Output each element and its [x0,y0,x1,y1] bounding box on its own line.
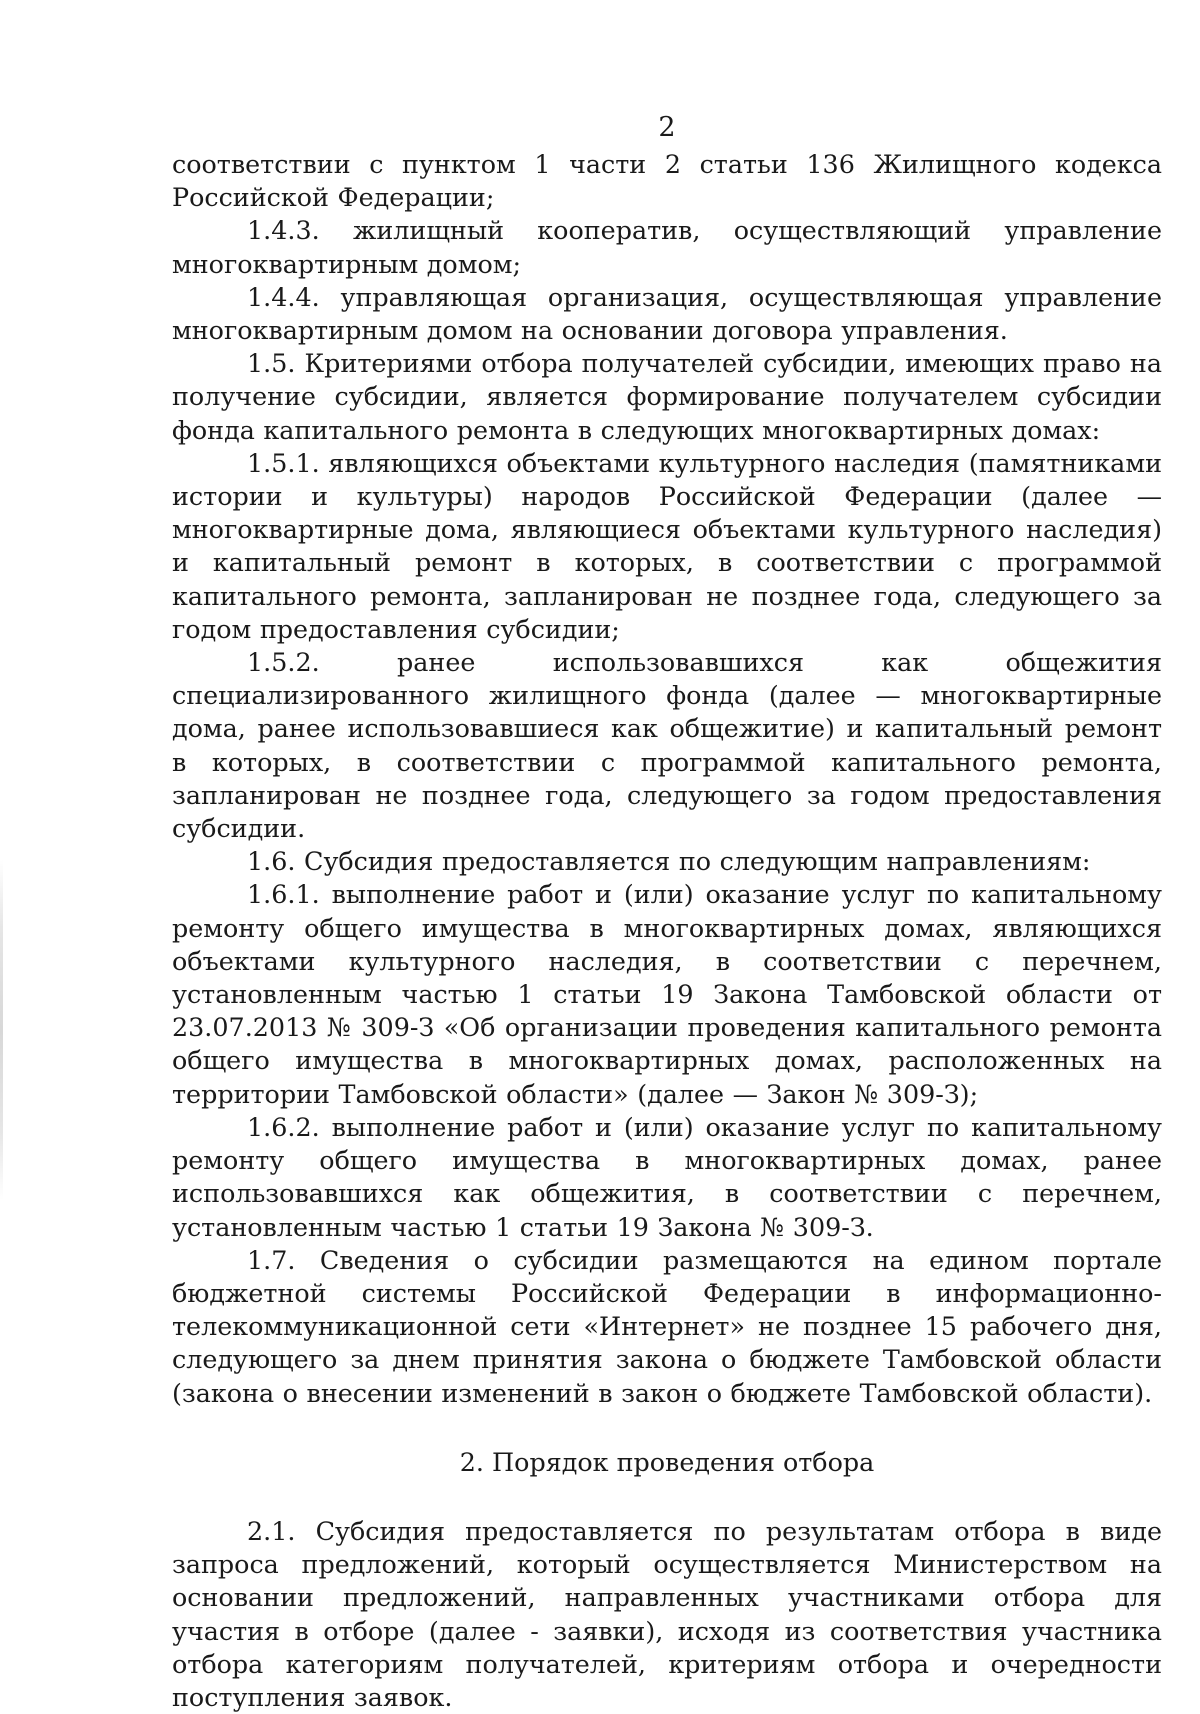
paragraph: 1.5.1. являющихся объектами культурного наследия (памятниками истории и культуры) народов Российской Федерации (далее — многоквартирные дома, являющиеся объектами культурного наследия) и капитальный ремонт в которых, в соответствии с программой капитального ремонта, запланирован не позднее года, следующего за годом предоставления субсидии; [172,447,1162,644]
paragraph: 1.5.2. ранее использовавшихся как общежития специализированного жилищного фонда (далее — многоквартирные дома, ранее использовавшиеся как общежитие) и капитальный ремонт в которых, в соответствии с программой капитального ремонта, запланирован не позднее года, следующего за годом предоставления субсидии. [172,647,1162,844]
paragraphs-after-section [172,1515,1162,1714]
paragraph: 2.1. Субсидия предоставляется по результатам отбора в виде запроса предложений, который осуществляется Министерством на основании предложений, направленных участниками отбора для участия в отборе (далее - заявки), исходя из соответствия участника отбора категориям получателей, критериям отбора и очередности поступления заявок. [172,1515,1162,1712]
scan-edge-shadow [0,860,3,1200]
paragraph: 1.6. Субсидия предоставляется по следующим направлениям: [247,846,1091,877]
paragraph: соответствии с пунктом 1 части 2 статьи 136 Жилищного кодекса Российской Федерации; [172,149,1162,213]
paragraphs-before-section [172,148,1162,1410]
paragraph: 1.7. Сведения о субсидии размещаются на едином портале бюджетной системы Российской Федерации в информационно-телекоммуникационной сети «Интернет» не позднее 15 рабочего дня, следующего за днем принятия закона о бюджете Тамбовской области (закона о внесении изменений в закон о бюджете Тамбовской области). [172,1244,1162,1408]
paragraph: 1.6.2. выполнение работ и (или) оказание услуг по капитальному ремонту общего имущества в многоквартирных домах, ранее использовавшихся как общежития, в соответствии с перечнем, установленным частью 1 статьи 19 Закона № 309-З. [172,1111,1162,1242]
document-page [172,112,1162,1714]
section-title: 2. Порядок проведения отбора [459,1446,875,1477]
page-number: 2 [658,112,676,143]
paragraph: 1.5. Критериями отбора получателей субсидии, имеющих право на получение субсидии, является формирование получателем субсидии фонда капитального ремонта в следующих многоквартирных домах: [172,348,1162,445]
paragraph: 1.6.1. выполнение работ и (или) оказание услуг по капитальному ремонту общего имущества в многоквартирных домах, являющихся объектами культурного наследия, в соответствии с перечнем, установленным частью 1 статьи 19 Закона Тамбовской области от 23.07.2013 № 309-З «Об организации проведения капитального ремонта общего имущества в многоквартирных домах, расположенных на территории Тамбовской области» (далее — Закон № 309-З); [172,879,1162,1109]
paragraph: 1.4.4. управляющая организация, осуществляющая управление многоквартирным домом на основании договора управления. [172,281,1162,346]
paragraph: 1.4.3. жилищный кооператив, осуществляющий управление многоквартирным домом; [172,215,1162,279]
